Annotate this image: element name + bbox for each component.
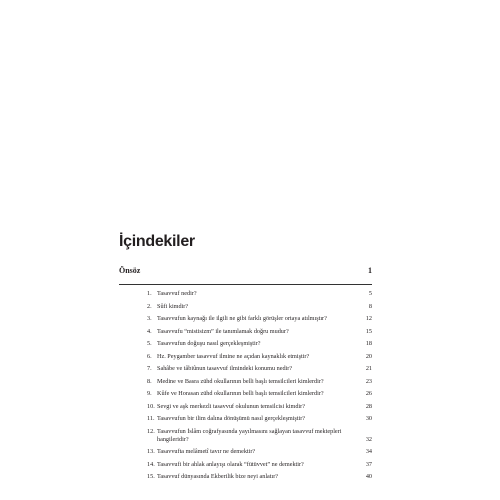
toc-entry-title: Tasavvufun bir ilim dalına dönüşümü nasıl gerçekleşmiştir? xyxy=(157,415,306,422)
toc-entry-page: 40 xyxy=(365,473,372,481)
toc-entry-left xyxy=(147,315,327,323)
toc-entry-number: 1. xyxy=(147,290,152,297)
toc-entry-title: Hz. Peygamber tasavvuf ilmine ne açıdan kaynaklık etmiştir? xyxy=(157,352,310,360)
table-of-contents xyxy=(119,266,372,486)
toc-entry[interactable] xyxy=(147,448,372,456)
toc-entry[interactable] xyxy=(147,353,372,361)
toc-entry-page: 37 xyxy=(365,460,372,468)
toc-entry-page: 12 xyxy=(365,315,372,322)
toc-entry-left xyxy=(147,415,305,423)
toc-entry-title: Sûfi kimdir? xyxy=(157,302,189,310)
toc-entry-number: 9. xyxy=(147,390,152,397)
toc-entry-title: Tasavvufun doğuşu nasıl gerçekleşmiştir? xyxy=(157,340,261,347)
toc-entry[interactable] xyxy=(147,290,372,298)
toc-entry-left xyxy=(147,353,309,361)
toc-entry-number: 5. xyxy=(147,340,152,347)
toc-entry-left xyxy=(147,473,278,481)
toc-entry-left xyxy=(147,448,255,456)
toc-entry-page: 32 xyxy=(365,435,372,443)
toc-entry-page: 28 xyxy=(365,402,372,410)
toc-entry-number: 7. xyxy=(147,365,152,372)
toc-entry-title: Tasavvufun kaynağı ile ilgili ne gibi farklı görüşler ortaya atılmıştır? xyxy=(157,315,327,322)
toc-entry-number: 3. xyxy=(147,315,152,322)
toc-entry-page: 30 xyxy=(365,415,372,422)
toc-entry-page: 8 xyxy=(368,302,372,310)
toc-entry-title: Tasavvufta melâmetî tavır ne demektir? xyxy=(157,448,256,456)
toc-list xyxy=(147,290,372,481)
toc-entry[interactable] xyxy=(147,365,372,373)
toc-entry-left xyxy=(147,290,197,298)
toc-entry-title: Tasavvufu “mistisizm” ile tanımlamak doğru mudur? xyxy=(157,327,289,335)
toc-entry-number: 15. xyxy=(147,473,155,481)
toc-entry-number: 2. xyxy=(147,302,152,310)
toc-entry[interactable] xyxy=(147,403,372,411)
toc-preface-label: Önsöz xyxy=(119,266,141,275)
toc-entry[interactable] xyxy=(147,378,372,386)
toc-entry-number: 8. xyxy=(147,377,152,385)
toc-entry-page: 23 xyxy=(365,377,372,385)
toc-entry-left xyxy=(147,461,304,469)
toc-entry-number: 4. xyxy=(147,327,152,335)
toc-entry[interactable] xyxy=(147,461,372,469)
toc-entry-left xyxy=(147,365,292,373)
toc-entry-number: 10. xyxy=(147,402,155,410)
toc-entry[interactable] xyxy=(147,390,372,398)
toc-entry-left xyxy=(147,328,289,336)
toc-entry[interactable] xyxy=(147,315,372,323)
toc-entry-number: 12. xyxy=(147,427,155,435)
page-title: İçindekiler xyxy=(119,233,195,250)
toc-entry-title: Tasavvufi bir ahlak anlayışı olarak “fütüvvet” ne demektir? xyxy=(157,460,304,468)
toc-entry[interactable] xyxy=(147,428,372,444)
toc-entry-title: Sahâbe ve tâbiûnun tasavvuf ilmindeki konumu nedir? xyxy=(157,365,293,372)
toc-entry-page: 5 xyxy=(368,290,372,297)
toc-entry[interactable] xyxy=(147,415,372,423)
divider xyxy=(119,284,372,285)
toc-entry-page: 18 xyxy=(365,340,372,347)
toc-entry-title: Tasavvuf nedir? xyxy=(157,290,197,297)
toc-entry-page: 26 xyxy=(365,390,372,397)
toc-entry-left xyxy=(147,378,324,386)
toc-entry-preface[interactable] xyxy=(119,266,372,284)
toc-entry-title: Kûfe ve Horasan zühd okullarının belli başlı temsilcileri kimlerdir? xyxy=(157,390,324,397)
toc-entry-number: 6. xyxy=(147,352,152,360)
toc-entry-title: Tasavvuf dünyasında Ekberilik bize neyi anlatır? xyxy=(157,473,279,481)
toc-entry-title: Medine ve Basra zühd okullarının belli başlı temsilcileri kimlerdir? xyxy=(157,377,324,385)
toc-entry-left xyxy=(147,303,188,311)
toc-entry-left xyxy=(147,428,347,444)
toc-entry-left xyxy=(147,340,261,348)
toc-entry-left xyxy=(147,403,305,411)
toc-entry[interactable] xyxy=(147,303,372,311)
toc-entry-number: 14. xyxy=(147,460,155,468)
toc-preface-page: 1 xyxy=(368,266,372,275)
toc-entry[interactable] xyxy=(147,328,372,336)
toc-entry-page: 15 xyxy=(365,327,372,335)
toc-entry-number: 13. xyxy=(147,448,155,456)
toc-entry-page: 20 xyxy=(365,352,372,360)
toc-entry[interactable] xyxy=(147,340,372,348)
toc-entry-page: 21 xyxy=(365,365,372,372)
toc-entry[interactable] xyxy=(147,473,372,481)
toc-entry-page: 34 xyxy=(365,448,372,456)
toc-entry-left xyxy=(147,390,324,398)
toc-entry-title: Sevgi ve aşk merkezli tasavvuf okulunun temsilcisi kimdir? xyxy=(157,402,305,410)
toc-entry-title: Tasavvufun İslâm coğrafyasında yayılmasını sağlayan tasavvuf mektepleri hangileridir? xyxy=(157,427,342,443)
toc-entry-number: 11. xyxy=(147,415,155,422)
